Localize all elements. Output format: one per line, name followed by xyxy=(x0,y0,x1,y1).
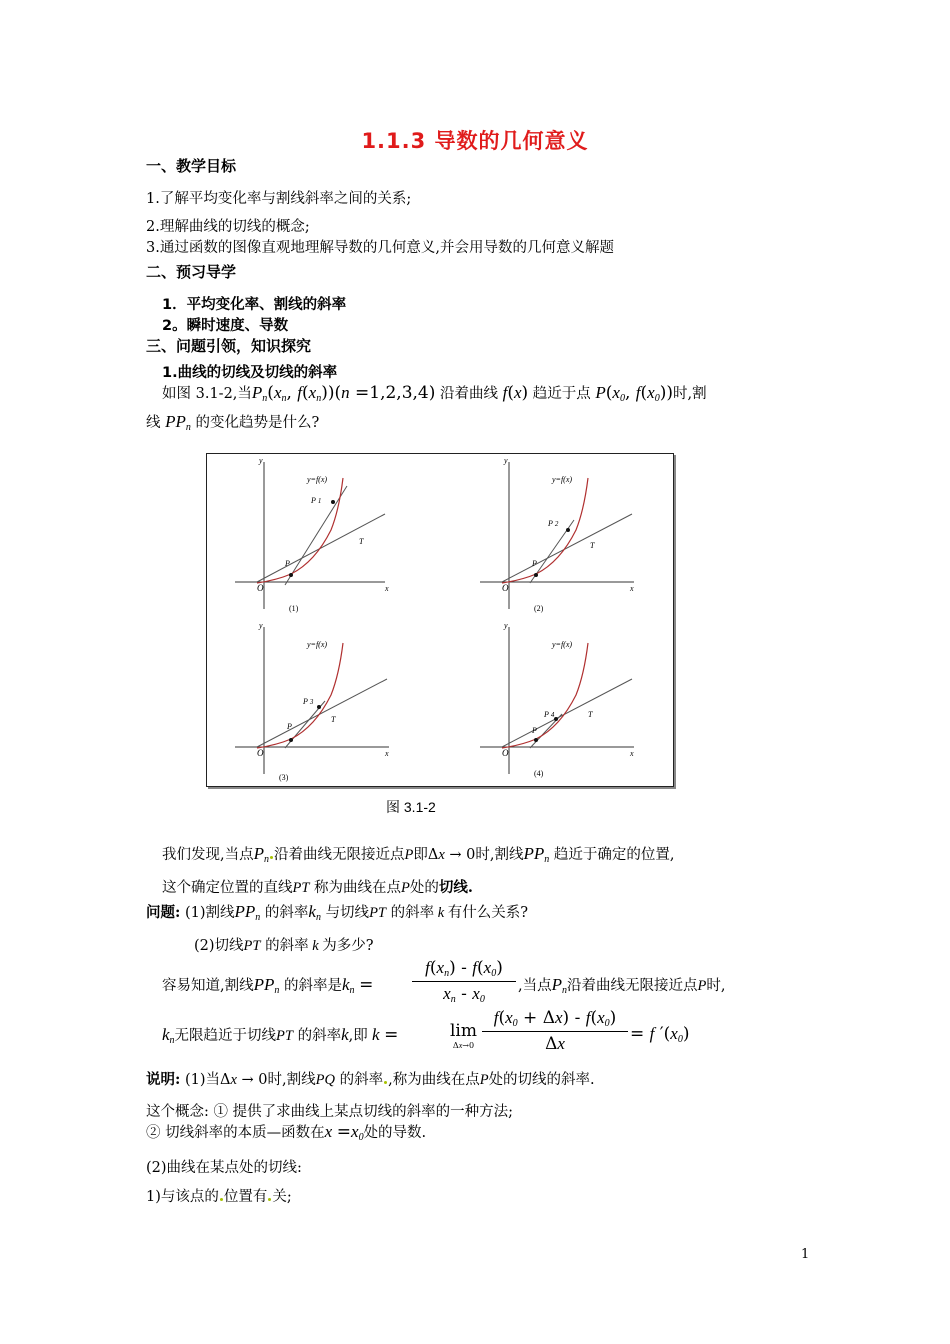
paragraph-observation: 我们发现,当点$P_n$ 沿着曲线无限接近点P即Δx → 0时,割线$PP_n$ 趋近于确定的位置, xyxy=(162,844,675,865)
figure-curve-label-4: y=f(x) xyxy=(552,640,573,649)
preview-item-2: 2。瞬时速度、导数 xyxy=(162,318,289,334)
figure-pn-label-4: P 4 xyxy=(544,710,555,719)
concept-line-2: ② 切线斜率的本质—函数在$x =x_0$处的导数. xyxy=(146,1122,427,1143)
preview-item-1: 1．平均变化率、割线的斜率 xyxy=(162,297,347,313)
limit-operator: lim Δx→0 xyxy=(450,1021,477,1050)
intro-line-1: 如图 3.1-2,当$P_n(x_n$, $f(x_n))(n =1,2,3,4)$ 沿着曲线 f(x) 趋近于点 $P(x_0$, $f(x_0)$)时,割 xyxy=(162,383,707,404)
section-heading-1: 一、教学目标 xyxy=(146,157,237,175)
figure-p-label-3: P xyxy=(287,722,292,731)
figure-panel-label-2: (2) xyxy=(534,604,544,613)
secant-limit-text: ,当点$P_n$沿着曲线无限接近点P时, xyxy=(518,975,726,996)
figure-pn-label-3: P 3 xyxy=(303,697,314,706)
figure-origin-3: O xyxy=(257,748,264,758)
secant-slope-text: 容易知道,割线$PP_n$ 的斜率是$k_n$ = xyxy=(162,975,374,996)
question-2: (2)切线PT 的斜率 k 为多少? xyxy=(194,938,374,954)
figure-curve-label-3: y=f(x) xyxy=(307,640,328,649)
figure-caption: 图 3.1-2 xyxy=(386,799,436,815)
objective-1: 1.了解平均变化率与割线斜率之间的关系; xyxy=(146,191,412,207)
figure-panel-label-3: (3) xyxy=(279,773,289,782)
intro-line-2: 线 $PP_n$ 的变化趋势是什么? xyxy=(146,412,320,433)
figure-panel-4 xyxy=(480,621,634,778)
objective-2: 2.理解曲线的切线的概念; xyxy=(146,219,310,235)
figure-origin-4: O xyxy=(502,748,509,758)
secant-slope-formula: $f(x_n) - f(x_0)$ $x_n - x_0$ xyxy=(412,958,516,1005)
tangent-point-heading: (2)曲线在某点处的切线: xyxy=(146,1160,302,1176)
figure-panel-label-4: (4) xyxy=(534,769,544,778)
figure-pn-label-2: P 2 xyxy=(548,519,559,528)
section-heading-3: 三、问题引领，知识探究 xyxy=(146,337,312,355)
figure-origin-1: O xyxy=(257,583,264,593)
tangent-point-item-1: 1)与该点的 位置有 关; xyxy=(146,1189,292,1205)
figure-p-label-4: P xyxy=(532,726,537,735)
note-line: 说明: (1)当Δx → 0时,割线PQ 的斜率 ,称为曲线在点P处的切线的斜率. xyxy=(146,1071,595,1088)
figure-frame xyxy=(206,453,674,787)
figure-axis-y-1: y xyxy=(259,456,263,465)
figure-panel-2 xyxy=(480,456,634,613)
subsection-heading: 1.曲线的切线及切线的斜率 xyxy=(162,365,338,381)
figure-origin-2: O xyxy=(502,583,509,593)
figure-t-label-4: T xyxy=(588,710,593,719)
page-title: 1.1.3 导数的几何意义 xyxy=(361,129,589,153)
figure-t-label-2: T xyxy=(590,541,595,550)
figure-axis-y-4: y xyxy=(504,621,508,630)
section-heading-2: 二、预习导学 xyxy=(146,263,237,281)
figure-t-label-1: T xyxy=(359,537,364,546)
objective-3: 3.通过函数的图像直观地理解导数的几何意义,并会用导数的几何意义解题 xyxy=(146,240,614,256)
figure-axis-x-3: x xyxy=(385,749,389,758)
figure-pn-label-1: P 1 xyxy=(311,496,322,505)
page-number: 1 xyxy=(801,1247,810,1262)
figure-axis-y-3: y xyxy=(259,621,263,630)
figure-axis-x-4: x xyxy=(630,749,634,758)
figure-p-label-2: P xyxy=(532,559,537,568)
figure-p-label-1: P xyxy=(285,559,290,568)
figure-curve-label-1: y=f(x) xyxy=(307,475,328,484)
question-1: 问题: (1)割线$PP_n$ 的斜率$k_n$ 与切线PT 的斜率 k 有什么关系? xyxy=(146,902,529,923)
paragraph-tangent-definition: 这个确定位置的直线PT 称为曲线在点P处的切线. xyxy=(162,879,473,896)
figure-svg xyxy=(207,454,673,786)
derivative-formula: $f(x_0 + \Delta x) - f(x_0)$ Δx xyxy=(482,1008,628,1054)
figure-axis-y-2: y xyxy=(504,456,508,465)
figure-t-label-3: T xyxy=(331,715,336,724)
figure-panel-label-1: (1) xyxy=(289,604,299,613)
tangent-limit-text: $k_n$无限趋近于切线PT 的斜率k,即 k = xyxy=(162,1025,399,1046)
concept-line-1: 这个概念: ① 提供了求曲线上某点切线的斜率的一种方法; xyxy=(146,1104,513,1120)
figure-panel-1 xyxy=(235,456,389,613)
derivative-result: = f $'(x_0)$ xyxy=(630,1024,690,1045)
figure-axis-x-1: x xyxy=(385,584,389,593)
figure-curve-label-2: y=f(x) xyxy=(552,475,573,484)
figure-panel-3 xyxy=(235,621,389,782)
figure-axis-x-2: x xyxy=(630,584,634,593)
